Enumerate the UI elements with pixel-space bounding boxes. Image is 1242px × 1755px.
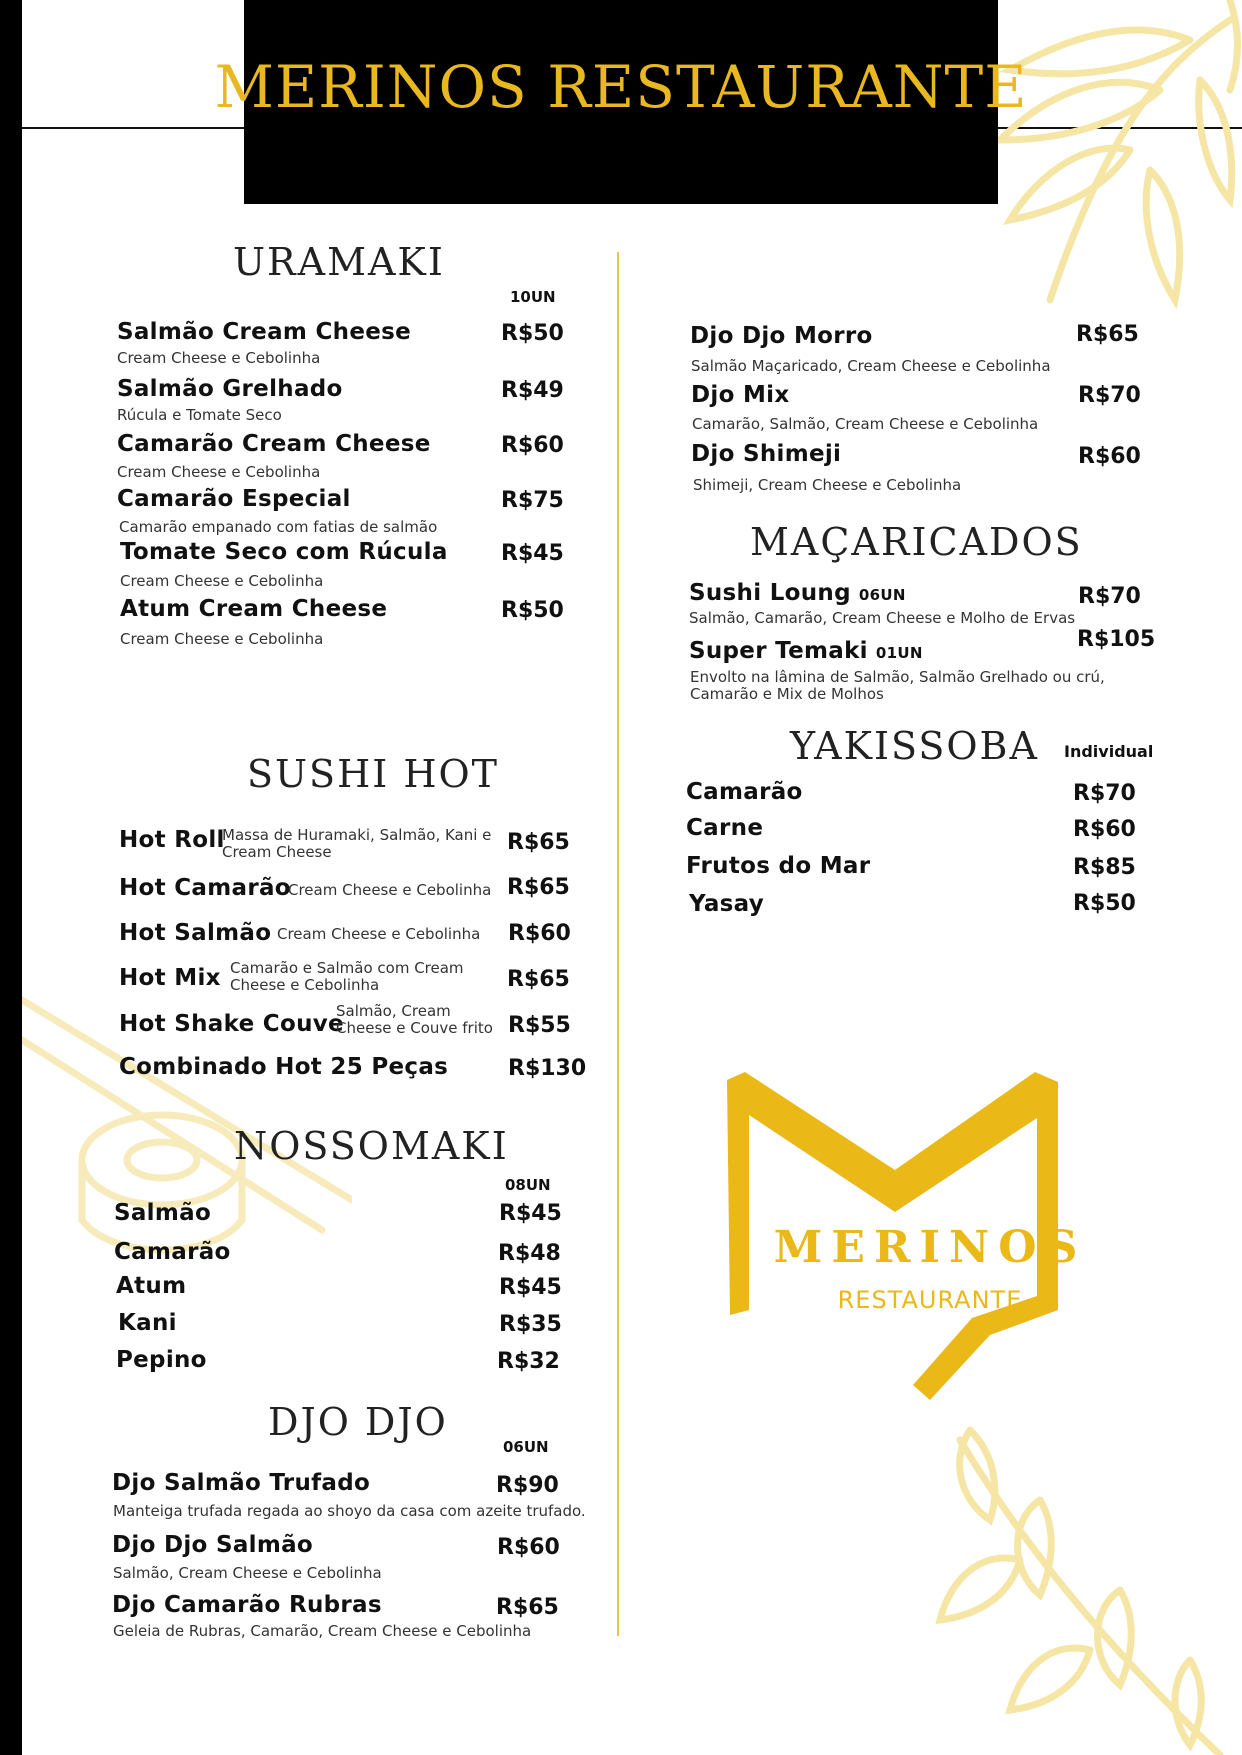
yakissoba-unit: Individual	[1064, 742, 1154, 761]
menu-item-price: R$60	[501, 433, 564, 458]
menu-item-price: R$49	[501, 378, 564, 403]
menu-item-desc: Cream Cheese e Cebolinha	[277, 925, 481, 943]
menu-item-price: R$65	[1076, 322, 1139, 347]
menu-item-name: Djo Mix	[691, 382, 790, 408]
menu-item-price: R$65	[507, 875, 570, 900]
menu-item-price: R$35	[499, 1312, 562, 1337]
section-title-djo-djo: DJO DJO	[268, 1400, 448, 1444]
menu-item-unit: 06UN	[858, 586, 906, 604]
menu-item-name: Hot Roll	[119, 827, 225, 853]
nossomaki-unit: 08UN	[505, 1176, 551, 1194]
menu-item-name: Salmão Grelhado	[117, 376, 343, 402]
menu-item-desc: Rúcula e Tomate Seco	[117, 406, 282, 424]
menu-item-name: Atum	[116, 1273, 187, 1299]
menu-item-price: R$75	[501, 488, 564, 513]
menu-item-price: R$60	[497, 1535, 560, 1560]
menu-item-price: R$48	[498, 1241, 561, 1266]
menu-item-price: R$70	[1078, 584, 1141, 609]
menu-item-desc: Envolto na lâmina de Salmão, Salmão Grelhado ou crú, Camarão e Mix de Molhos	[690, 668, 1105, 703]
menu-item-desc: Massa de Huramaki, Salmão, Kani e Cream Cheese	[222, 826, 492, 861]
menu-item-name: Djo Camarão Rubras	[112, 1592, 382, 1618]
menu-item-name: Hot Mix	[119, 965, 221, 991]
menu-item-name: Hot Shake Couve	[119, 1011, 344, 1037]
menu-item-desc: Cream Cheese e Cebolinha	[120, 630, 324, 648]
menu-item-price: R$65	[507, 967, 570, 992]
menu-item-name: Camarão	[114, 1239, 231, 1265]
menu-item-price: R$65	[496, 1595, 559, 1620]
menu-item-desc: Salmão, Cream Cheese e Cebolinha	[113, 1564, 382, 1582]
uramaki-unit: 10UN	[510, 288, 556, 306]
menu-item-price: R$45	[499, 1275, 562, 1300]
menu-item-desc: Salmão Maçaricado, Cream Cheese e Cebolinha	[691, 357, 1051, 375]
menu-item-desc: Cream Cheese e Cebolinha	[288, 881, 492, 899]
menu-item-price: R$130	[508, 1056, 587, 1081]
logo-name: MERINOS	[773, 1222, 1087, 1273]
menu-item-name: Camarão Especial	[117, 486, 351, 512]
menu-item-name: Atum Cream Cheese	[120, 596, 388, 622]
menu-item-desc: Cream Cheese e Cebolinha	[117, 349, 321, 367]
menu-item-desc: Camarão empanado com fatias de salmão	[119, 518, 438, 536]
menu-item-name	[689, 580, 906, 606]
restaurant-title: MERINOS RESTAURANTE	[214, 53, 1028, 121]
header-title-box	[214, 0, 1028, 204]
menu-item-name: Pepino	[116, 1347, 207, 1373]
menu-item-desc: Camarão e Salmão com Cream Cheese e Cebolinha	[230, 959, 464, 994]
menu-item-price: R$70	[1078, 383, 1141, 408]
menu-item-price: R$50	[501, 598, 564, 623]
menu-item-price: R$45	[499, 1201, 562, 1226]
merinos-logo	[700, 1060, 1160, 1420]
left-black-bar	[0, 0, 22, 1755]
leaf-decoration-icon	[930, 1420, 1242, 1755]
menu-item-price: R$105	[1077, 627, 1156, 652]
menu-item-name: Djo Djo Salmão	[112, 1532, 314, 1558]
menu-item-name: Salmão Cream Cheese	[117, 319, 412, 345]
menu-item-name: Salmão	[114, 1200, 212, 1226]
leaf-decoration-icon	[990, 0, 1242, 340]
menu-item-price: R$65	[507, 830, 570, 855]
menu-item-name: Combinado Hot 25 Peças	[119, 1054, 449, 1080]
menu-item-price: R$60	[1073, 817, 1136, 842]
menu-item-desc: Geleia de Rubras, Camarão, Cream Cheese e Cebolinha	[113, 1622, 532, 1640]
menu-item-name	[689, 638, 923, 664]
menu-item-name: Djo Shimeji	[691, 441, 842, 467]
menu-item-desc: Cream Cheese e Cebolinha	[120, 572, 324, 590]
djo-djo-unit: 06UN	[503, 1438, 549, 1456]
logo-subtitle: RESTAURANTE	[837, 1286, 1023, 1314]
menu-item-name: Frutos do Mar	[686, 853, 871, 879]
section-title-nossomaki: NOSSOMAKI	[234, 1124, 509, 1168]
menu-item-name: Camarão Cream Cheese	[117, 431, 431, 457]
menu-item-name-text: Sushi Loung	[689, 580, 851, 606]
menu-item-price: R$90	[496, 1473, 559, 1498]
menu-item-price: R$70	[1073, 781, 1136, 806]
menu-item-price: R$55	[508, 1013, 571, 1038]
menu-item-name-text: Super Temaki	[689, 638, 868, 664]
column-divider	[617, 252, 619, 1636]
menu-item-price: R$45	[501, 541, 564, 566]
menu-item-desc: Salmão, Camarão, Cream Cheese e Molho de Ervas	[689, 609, 1076, 627]
menu-item-desc: Cream Cheese e Cebolinha	[117, 463, 321, 481]
menu-item-desc: Shimeji, Cream Cheese e Cebolinha	[693, 476, 962, 494]
menu-item-name: Hot Camarão	[119, 875, 291, 901]
section-title-uramaki: URAMAKI	[233, 240, 445, 284]
section-title-sushi-hot: SUSHI HOT	[247, 752, 499, 796]
menu-item-price: R$60	[508, 921, 571, 946]
menu-item-desc: Camarão, Salmão, Cream Cheese e Cebolinha	[692, 415, 1039, 433]
menu-item-name: Kani	[118, 1310, 177, 1336]
menu-item-desc: Salmão, Cream Cheese e Couve frito	[336, 1002, 493, 1037]
menu-item-name: Tomate Seco com Rúcula	[120, 539, 448, 565]
menu-item-name: Hot Salmão	[119, 920, 272, 946]
menu-item-name: Djo Djo Morro	[690, 323, 873, 349]
menu-item-price: R$32	[497, 1349, 560, 1374]
menu-item-name: Yasay	[689, 891, 765, 917]
section-title-yakissoba: YAKISSOBA	[790, 724, 1039, 768]
menu-item-desc: Manteiga trufada regada ao shoyo da casa com azeite trufado.	[113, 1502, 586, 1520]
menu-item-price: R$50	[501, 321, 564, 346]
menu-item-price: R$85	[1073, 855, 1136, 880]
menu-item-unit: 01UN	[875, 644, 923, 662]
menu-item-price: R$50	[1073, 891, 1136, 916]
section-title-macaricados: MAÇARICADOS	[750, 520, 1083, 564]
menu-item-name: Djo Salmão Trufado	[112, 1470, 371, 1496]
menu-item-name: Carne	[686, 815, 764, 841]
menu-item-price: R$60	[1078, 444, 1141, 469]
menu-item-name: Camarão	[686, 779, 803, 805]
